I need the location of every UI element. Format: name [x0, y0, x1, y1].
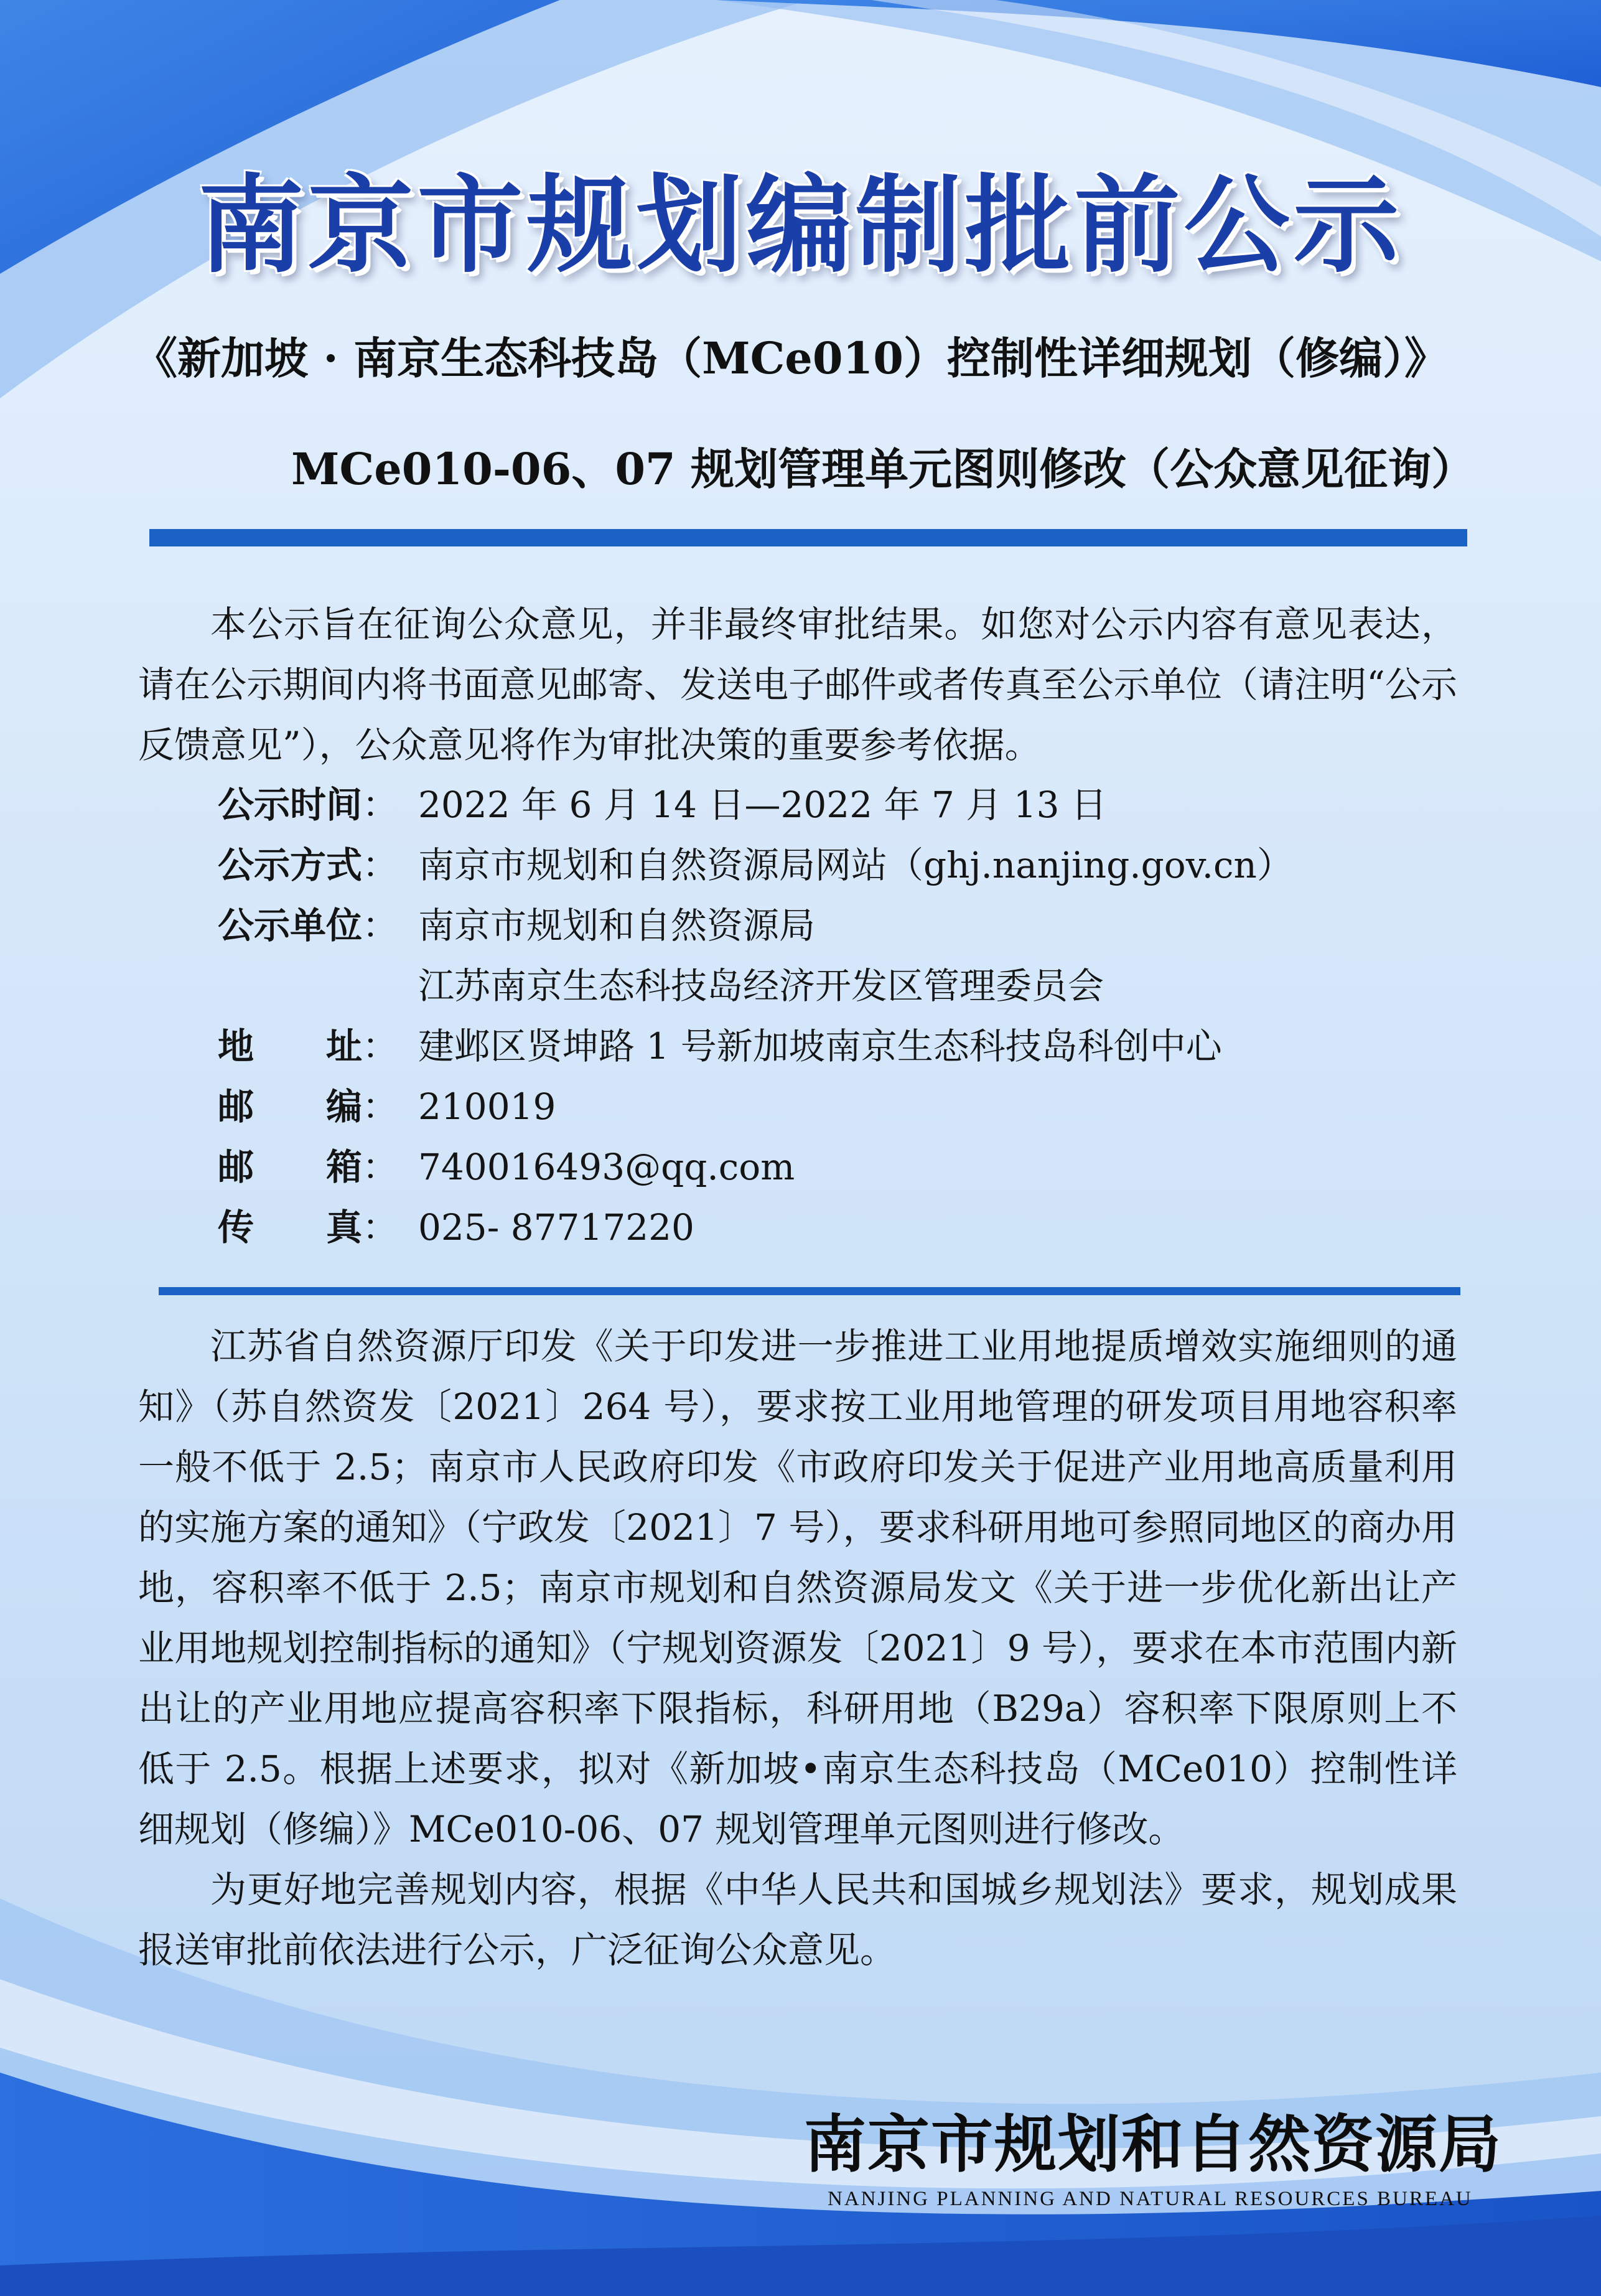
colon: ： [362, 1085, 399, 1128]
footer-org-name-en: NANJING PLANNING AND NATURAL RESOURCES BUREAU [828, 2188, 1473, 2210]
time-label: 公示时间 [218, 784, 363, 826]
colon: ： [362, 904, 399, 947]
info-row-email [218, 1137, 795, 1197]
body-paragraph-2: 为更好地完善规划内容，根据《中华人民共和国城乡规划法》要求，规划成果报送审批前依法进行公示，广泛征询公众意见。 [138, 1868, 1457, 1971]
postcode-label: 邮 编 [218, 1085, 363, 1128]
email-value: 740016493@qq.com [418, 1146, 795, 1188]
unit-value-1: 南京市规划和自然资源局 [418, 904, 816, 947]
postcode-value: 210019 [418, 1085, 556, 1128]
info-row-unit [218, 896, 815, 956]
colon: ： [362, 1025, 399, 1067]
colon: ： [362, 1206, 399, 1249]
address-label: 地 址 [218, 1025, 363, 1067]
page-title: 南京市规划编制批前公示 [198, 164, 1403, 288]
body-paragraph-1: 江苏省自然资源厅印发《关于印发进一步推进工业用地提质增效实施细则的通知》（苏自然资发〔2021〕264 号），要求按工业用地管理的研发项目用地容积率一般不低于 2.5；南京市人民政府印发《市政府印发关于促进产业用地高质量利用的实施方案的通知》（宁政发〔2021〕7 号），要求科研用地可参照同地区的商办用地，容积率不低于 2.5；南京市规划和自然资源局发文《关于进一步优化新出让产业用地规划控制指标的通知》（宁规划资源发〔2021〕9 号），要求在本市范围内新出让的产业用地应提高容积率下限指标，科研用地（B29a）容积率下限原则上不低于 2.5。根据上述要求，拟对《新加坡•南京生态科技岛（MCe010）控制性详细规划（修编）》MCe010-06、07 规划管理单元图则进行修改。 [138, 1325, 1457, 1850]
method-value: 南京市规划和自然资源局网站（ghj.nanjing.gov.cn） [418, 844, 1293, 886]
info-row-postcode [218, 1077, 556, 1137]
middle-divider [159, 1287, 1460, 1295]
colon: ： [362, 844, 399, 886]
info-row-unit-2 [218, 956, 1104, 1016]
unit-label: 公示单位 [218, 904, 363, 947]
email-label: 邮 箱 [218, 1146, 363, 1188]
fax-label: 传 真 [218, 1206, 363, 1249]
address-value: 建邺区贤坤路 1 号新加坡南京生态科技岛科创中心 [418, 1025, 1222, 1067]
fax-value: 025- 87717220 [418, 1206, 694, 1249]
info-row-address [218, 1016, 1222, 1077]
intro-paragraph: 本公示旨在征询公众意见，并非最终审批结果。如您对公示内容有意见表达，请在公示期间内将书面意见邮寄、发送电子邮件或者传真至公示单位（请注明“公示反馈意见”），公众意见将作为审批决策的重要参考依据。 [138, 603, 1457, 766]
plan-unit-subtitle: MCe010-06、07 规划管理单元图则修改（公众意见征询） [291, 443, 1475, 495]
colon: ： [362, 1146, 399, 1188]
info-row-fax [218, 1197, 694, 1258]
colon: ： [362, 784, 399, 826]
method-label: 公示方式 [218, 844, 363, 886]
top-divider [149, 529, 1467, 546]
footer-org-name: 南京市规划和自然资源局 [804, 2107, 1502, 2181]
body-section [138, 1316, 1457, 1980]
info-row-method [218, 835, 1293, 896]
unit-value-2: 江苏南京生态科技岛经济开发区管理委员会 [418, 965, 1104, 1007]
intro-section [138, 594, 1457, 775]
info-row-time [218, 775, 1107, 835]
time-value: 2022 年 6 月 14 日—2022 年 7 月 13 日 [418, 784, 1107, 826]
plan-subtitle: 《新加坡 · 南京生态科技岛（MCe010）控制性详细规划（修编）》 [134, 332, 1448, 384]
